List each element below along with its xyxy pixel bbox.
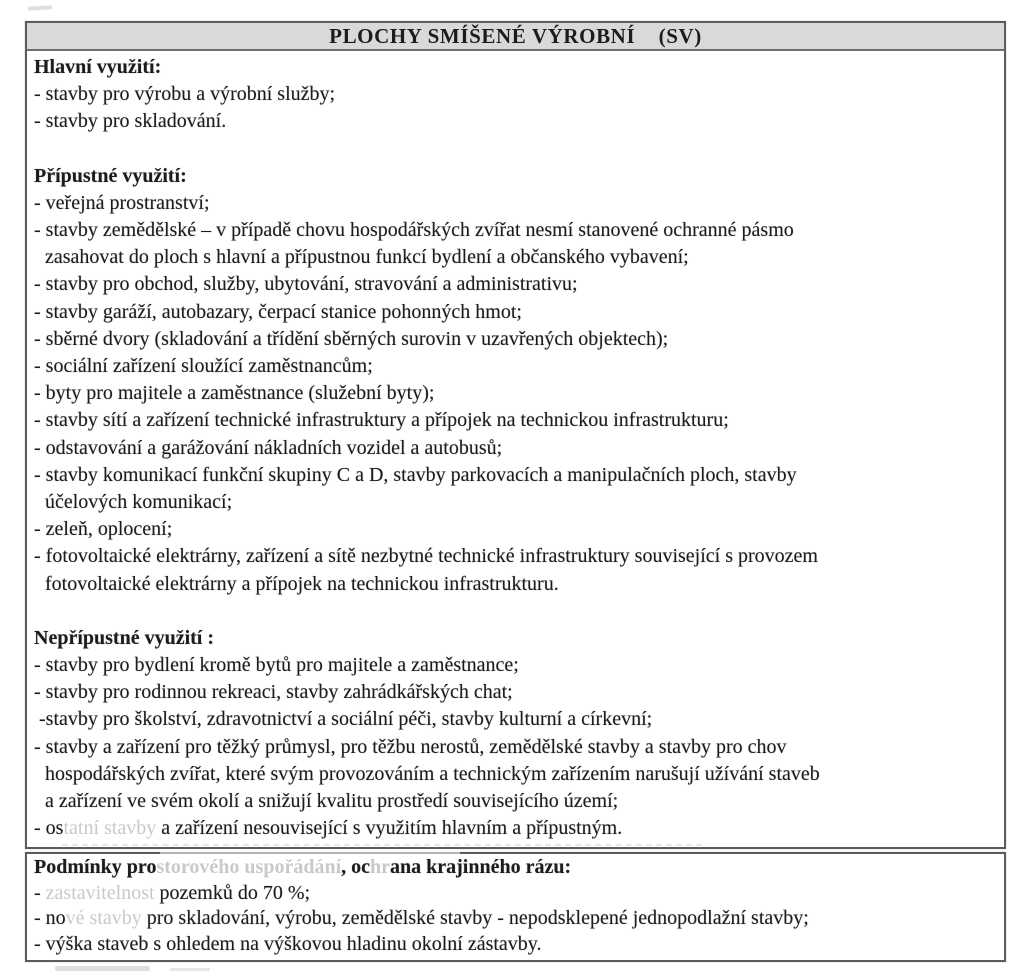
faded-text-segment: zastavitelnost (45, 881, 155, 904)
section-heading-nepripustne: Nepřípustné využití : (34, 626, 214, 649)
list-item-partially-faded (34, 815, 996, 842)
list-item-continuation: a zařízení ve svém okolí a snižují kvalitu prostředí souvisejícího území; (45, 790, 619, 813)
section-nepripustne-vyuziti (34, 625, 996, 843)
text-segment: pro skladování, výrobu, zemědělské stavby - nepodsklepené jednopodlažní stavby; (141, 907, 809, 930)
section-spacer (34, 136, 996, 163)
faded-text-segment: tatní stavby (63, 817, 157, 840)
section-heading-hlavni: Hlavní využití: (34, 56, 162, 78)
table-body (27, 51, 1004, 847)
list-item-continuation: zasahovat do ploch s hlavní a přípustnou funkcí bydlení a občanského vybavení; (45, 246, 689, 269)
list-item: - stavby komunikací funkční skupiny C a D, stavby parkovacích a manipulačních ploch, stavby (34, 463, 797, 486)
section-heading-pripustne: Přípustné využití: (34, 164, 187, 187)
podminky-table-box (25, 852, 1006, 962)
scan-smudge-artifact (55, 966, 150, 971)
list-item: - odstavování a garážování nákladních vozidel a autobusů; (34, 436, 503, 459)
list-item-partially-faded (34, 906, 996, 932)
table-header-row (27, 23, 1004, 51)
list-item: - stavby garáží, autobazary, čerpací stanice pohonných hmot; (34, 300, 522, 323)
document-title: PLOCHY SMÍŠENÉ VÝROBNÍ (SV) (329, 24, 702, 48)
list-item: - veřejná prostranství; (34, 191, 210, 214)
section-pripustne-vyuziti (34, 163, 996, 598)
scan-smudge-artifact (170, 968, 210, 971)
list-item: -stavby pro školství, zdravotnictví a sociální péči, stavby kulturní a církevní; (39, 708, 653, 731)
list-item: - fotovoltaické elektrárny, zařízení a sítě nezbytné technické infrastruktury související s provozem (34, 545, 818, 568)
list-item-continuation: hospodářských zvířat, které svým provozováním a technickým zařízením narušují užívání staveb (45, 762, 820, 785)
text-segment: - no (34, 907, 66, 930)
list-item-continuation: účelových komunikací; (45, 491, 233, 514)
text-segment: - os (34, 817, 64, 840)
list-item: - stavby sítí a zařízení technické infrastruktury a přípojek na technickou infrastrukturu; (34, 409, 729, 432)
text-segment: , oc (341, 856, 371, 879)
zoning-table (25, 21, 1006, 962)
list-item: - stavby pro rodinnou rekreaci, stavby zahrádkářských chat; (34, 681, 513, 704)
text-segment: ana krajinného rázu: (390, 856, 572, 879)
list-item: - stavby a zařízení pro těžký průmysl, pro těžbu nerostů, zemědělské stavby a stavby pro chov (34, 735, 787, 758)
main-table-box (25, 21, 1006, 849)
faded-text-segment: hr (370, 856, 391, 879)
faded-text-segment: storového uspořádání (156, 856, 342, 879)
list-item: - stavby pro skladování. (34, 110, 227, 133)
list-item-partially-faded (34, 881, 996, 907)
text-segment: pozemků do 70 %; (154, 881, 311, 904)
list-item: - sociální zařízení sloužící zaměstnancům; (34, 355, 373, 378)
list-item: - stavby zemědělské – v případě chovu hospodářských zvířat nesmí stanovené ochranné pásmo (34, 219, 794, 242)
list-item: - zeleň, oplocení; (34, 518, 173, 541)
list-item: - stavby pro obchod, služby, ubytování, stravování a administrativu; (34, 273, 578, 296)
list-item: - výška staveb s ohledem na výškovou hladinu okolní zástavby. (34, 932, 542, 955)
faded-text-segment: vé stavby (65, 907, 142, 930)
scan-smudge-artifact (28, 5, 52, 10)
list-item-continuation: fotovoltaické elektrárny a přípojek na technickou infrastrukturu. (45, 572, 559, 595)
section-heading-podminky (34, 855, 996, 881)
text-segment: a zařízení nesouvisející s využitím hlavním a přípustným. (156, 817, 623, 840)
section-spacer (34, 598, 996, 625)
list-item: - byty pro majitele a zaměstnance (služební byty); (34, 382, 435, 405)
section-hlavni-vyuziti (34, 54, 996, 136)
list-item: - stavby pro bydlení kromě bytů pro majitele a zaměstnance; (34, 654, 519, 677)
text-segment: - (34, 881, 46, 904)
list-item: - stavby pro výrobu a výrobní služby; (34, 83, 336, 106)
text-segment: Podmínky pro (34, 856, 157, 879)
list-item: - sběrné dvory (skladování a třídění sběrných surovin v uzavřených objektech); (34, 327, 669, 350)
